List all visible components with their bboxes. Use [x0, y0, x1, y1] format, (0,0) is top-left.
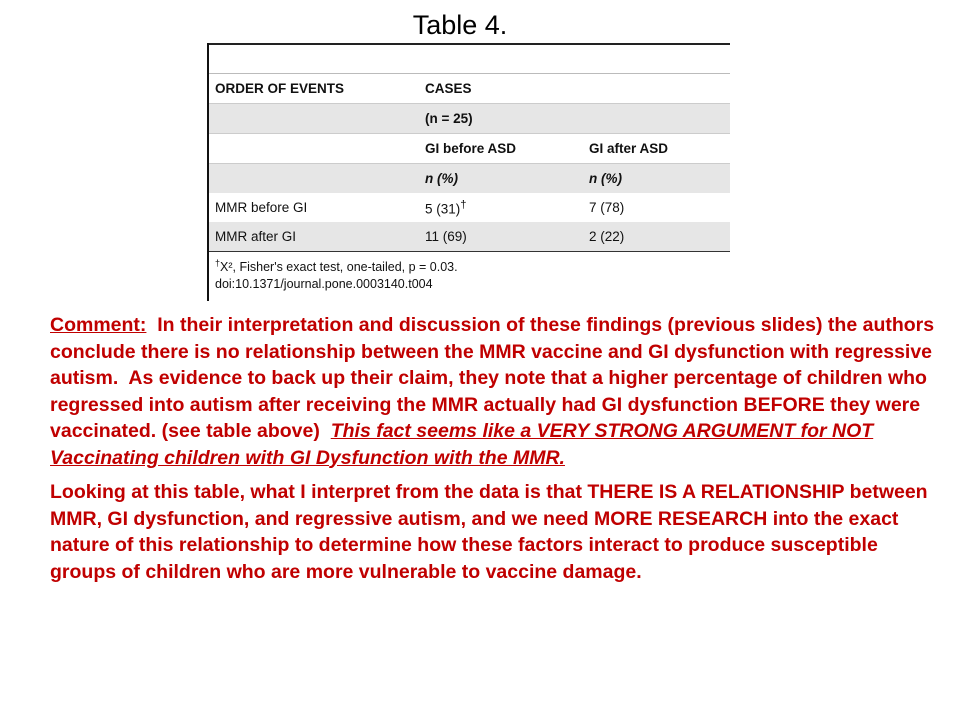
- slide-title: Table 4.: [412, 10, 508, 40]
- table-n-row: [209, 104, 730, 134]
- table-row: [209, 222, 730, 252]
- cell-gi-before: 11 (69): [419, 222, 583, 252]
- table-footnote: [209, 255, 730, 293]
- header-cases: CASES: [419, 74, 730, 104]
- table-row: [209, 193, 730, 222]
- comment-emphasis: This fact seems like a VERY STRONG ARGUMENT for NOT Vaccinating children with GI Dysfunction with the MMR.: [50, 420, 874, 469]
- subheader-gi-before-asd: GI before ASD: [419, 134, 583, 164]
- table-header-row: [209, 74, 730, 104]
- doi-text: doi:10.1371/journal.pone.0003140.t004: [215, 277, 433, 292]
- footnote-marker: †: [460, 198, 467, 211]
- comment-block: [50, 312, 940, 585]
- subheader-gi-after-asd: GI after ASD: [583, 134, 730, 164]
- unit-gi-after: n (%): [589, 171, 622, 186]
- footnote-text: X², Fisher's exact test, one-tailed, p = 0.03.: [220, 260, 458, 275]
- table-top-rule-row: [209, 44, 730, 74]
- cell-gi-after: 7 (78): [589, 200, 625, 215]
- data-table: [209, 43, 730, 252]
- comment-label: Comment:: [50, 314, 147, 336]
- table-unit-row: [209, 164, 730, 194]
- row-label: MMR after GI: [209, 222, 419, 252]
- row-label: MMR before GI: [215, 200, 308, 215]
- comment-paragraph-1: [50, 312, 940, 471]
- unit-gi-before: n (%): [425, 171, 458, 186]
- cell-gi-after: 2 (22): [583, 222, 730, 252]
- header-order-of-events: ORDER OF EVENTS: [209, 74, 419, 104]
- cell-gi-before: 5 (31): [425, 201, 461, 217]
- table-figure: [207, 43, 730, 301]
- footnote-mark: †: [215, 258, 221, 268]
- n-label: (n = 25): [419, 104, 730, 134]
- table-subheader-row: [209, 134, 730, 164]
- comment-paragraph-2: Looking at this table, what I interpret from the data is that THERE IS A RELATIONSHIP between MMR, GI dysfunction, and regressive autism, and we need MORE RESEARCH into the exact nature of this relationship to determine how these factors interact to produce susceptible groups of children who are more vulnerable to vaccine damage.: [50, 481, 928, 583]
- comment-body: In their interpretation and discussion of these findings (previous slides) the authors conclude there is no relationship between the MMR vaccine and GI dysfunction with regressive autism. As evidence to back up their claim, they note that a higher percentage of children who regressed into autism after receiving the MMR actually had GI dysfunction BEFORE they were vaccinated. (see table above): [50, 314, 940, 442]
